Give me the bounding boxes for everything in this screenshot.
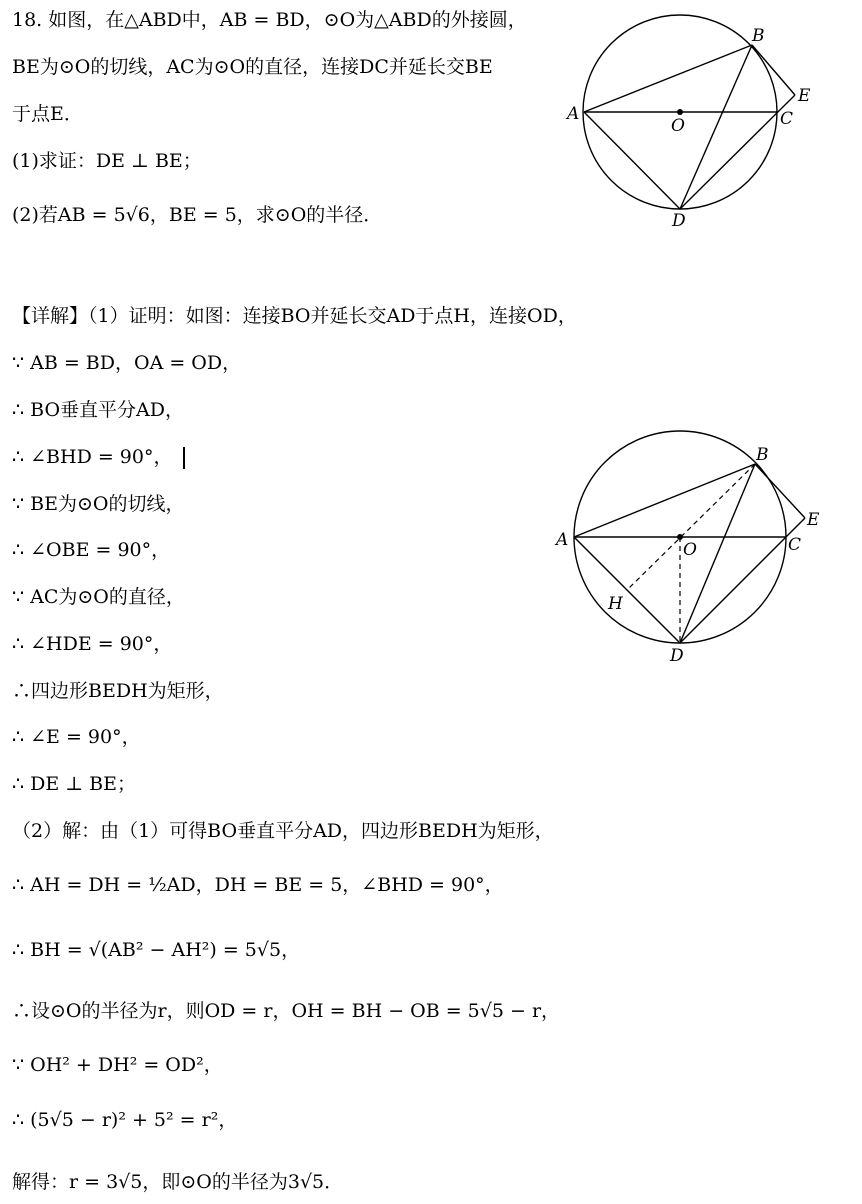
solution-line: 【详解】（1）证明：如图：连接BO并延长交AD于点H，连接OD， (12, 305, 577, 327)
label-a: A (556, 530, 569, 550)
solution-line: ∴四边形BEDH为矩形， (12, 680, 224, 702)
solution-line: ∴ ∠HDE = 90°， (12, 633, 173, 655)
solution-line: 解得：r = 3√5，即⊙O的半径为3√5． (12, 1171, 344, 1193)
problem-line: 于点E． (12, 103, 83, 125)
segment-ab (574, 464, 755, 537)
problem-line: (2)若AB = 5√6，BE = 5，求⊙O的半径． (12, 204, 383, 226)
solution-line: ∴ (5√5 − r)² + 5² = r²， (12, 1109, 238, 1131)
figure-1-diagram (560, 14, 820, 234)
solution-line: ∵ BE为⊙O的切线， (12, 493, 185, 515)
solution-line: ∵ AB = BD，OA = OD， (12, 352, 242, 374)
solution-line: （2）解：由（1）可得BO垂直平分AD，四边形BEDH为矩形， (12, 820, 554, 842)
problem-line: (1)求证：DE ⊥ BE； (12, 150, 202, 172)
label-b: B (756, 445, 769, 465)
solution-line (12, 443, 185, 471)
segment-bh-dashed (627, 464, 755, 590)
label-e: E (798, 86, 811, 106)
label-b: B (752, 26, 765, 46)
solution-line: ∵ OH² + DH² = OD²， (12, 1054, 223, 1076)
label-e: E (807, 510, 820, 530)
center-point (677, 109, 683, 115)
solution-line: ∴ BO垂直平分AD， (12, 399, 184, 421)
solution-line: ∴ ∠E = 90°， (12, 726, 141, 748)
segment-be (755, 464, 805, 518)
label-o: O (671, 116, 685, 136)
label-h: H (608, 594, 623, 614)
label-c: C (788, 535, 802, 555)
solution-line: ∴ AH = DH = ½AD，DH = BE = 5，∠BHD = 90°， (12, 874, 504, 896)
label-c: C (780, 109, 794, 129)
segment-ad (584, 112, 680, 209)
solution-line: ∴ DE ⊥ BE； (12, 773, 137, 795)
text-cursor (183, 447, 185, 469)
label-d: D (672, 211, 686, 231)
label-o: O (683, 540, 697, 560)
solution-text: ∴ ∠BHD = 90°， (12, 446, 173, 468)
solution-line: ∴设⊙O的半径为r，则OD = r，OH = BH − OB = 5√5 − r， (12, 1000, 561, 1022)
solution-line: ∴ BH = √(AB² − AH²) = 5√5， (12, 939, 301, 961)
figure-2-diagram (550, 428, 830, 668)
problem-line: BE为⊙O的切线，AC为⊙O的直径，连接DC并延长交BE (12, 56, 493, 78)
solution-line: ∵ AC为⊙O的直径， (12, 586, 185, 608)
label-d: D (670, 646, 684, 666)
label-a: A (567, 104, 580, 124)
solution-line: ∴ ∠OBE = 90°， (12, 539, 171, 561)
problem-line: 18. 如图，在△ABD中，AB = BD，⊙O为△ABD的外接圆， (12, 9, 527, 31)
